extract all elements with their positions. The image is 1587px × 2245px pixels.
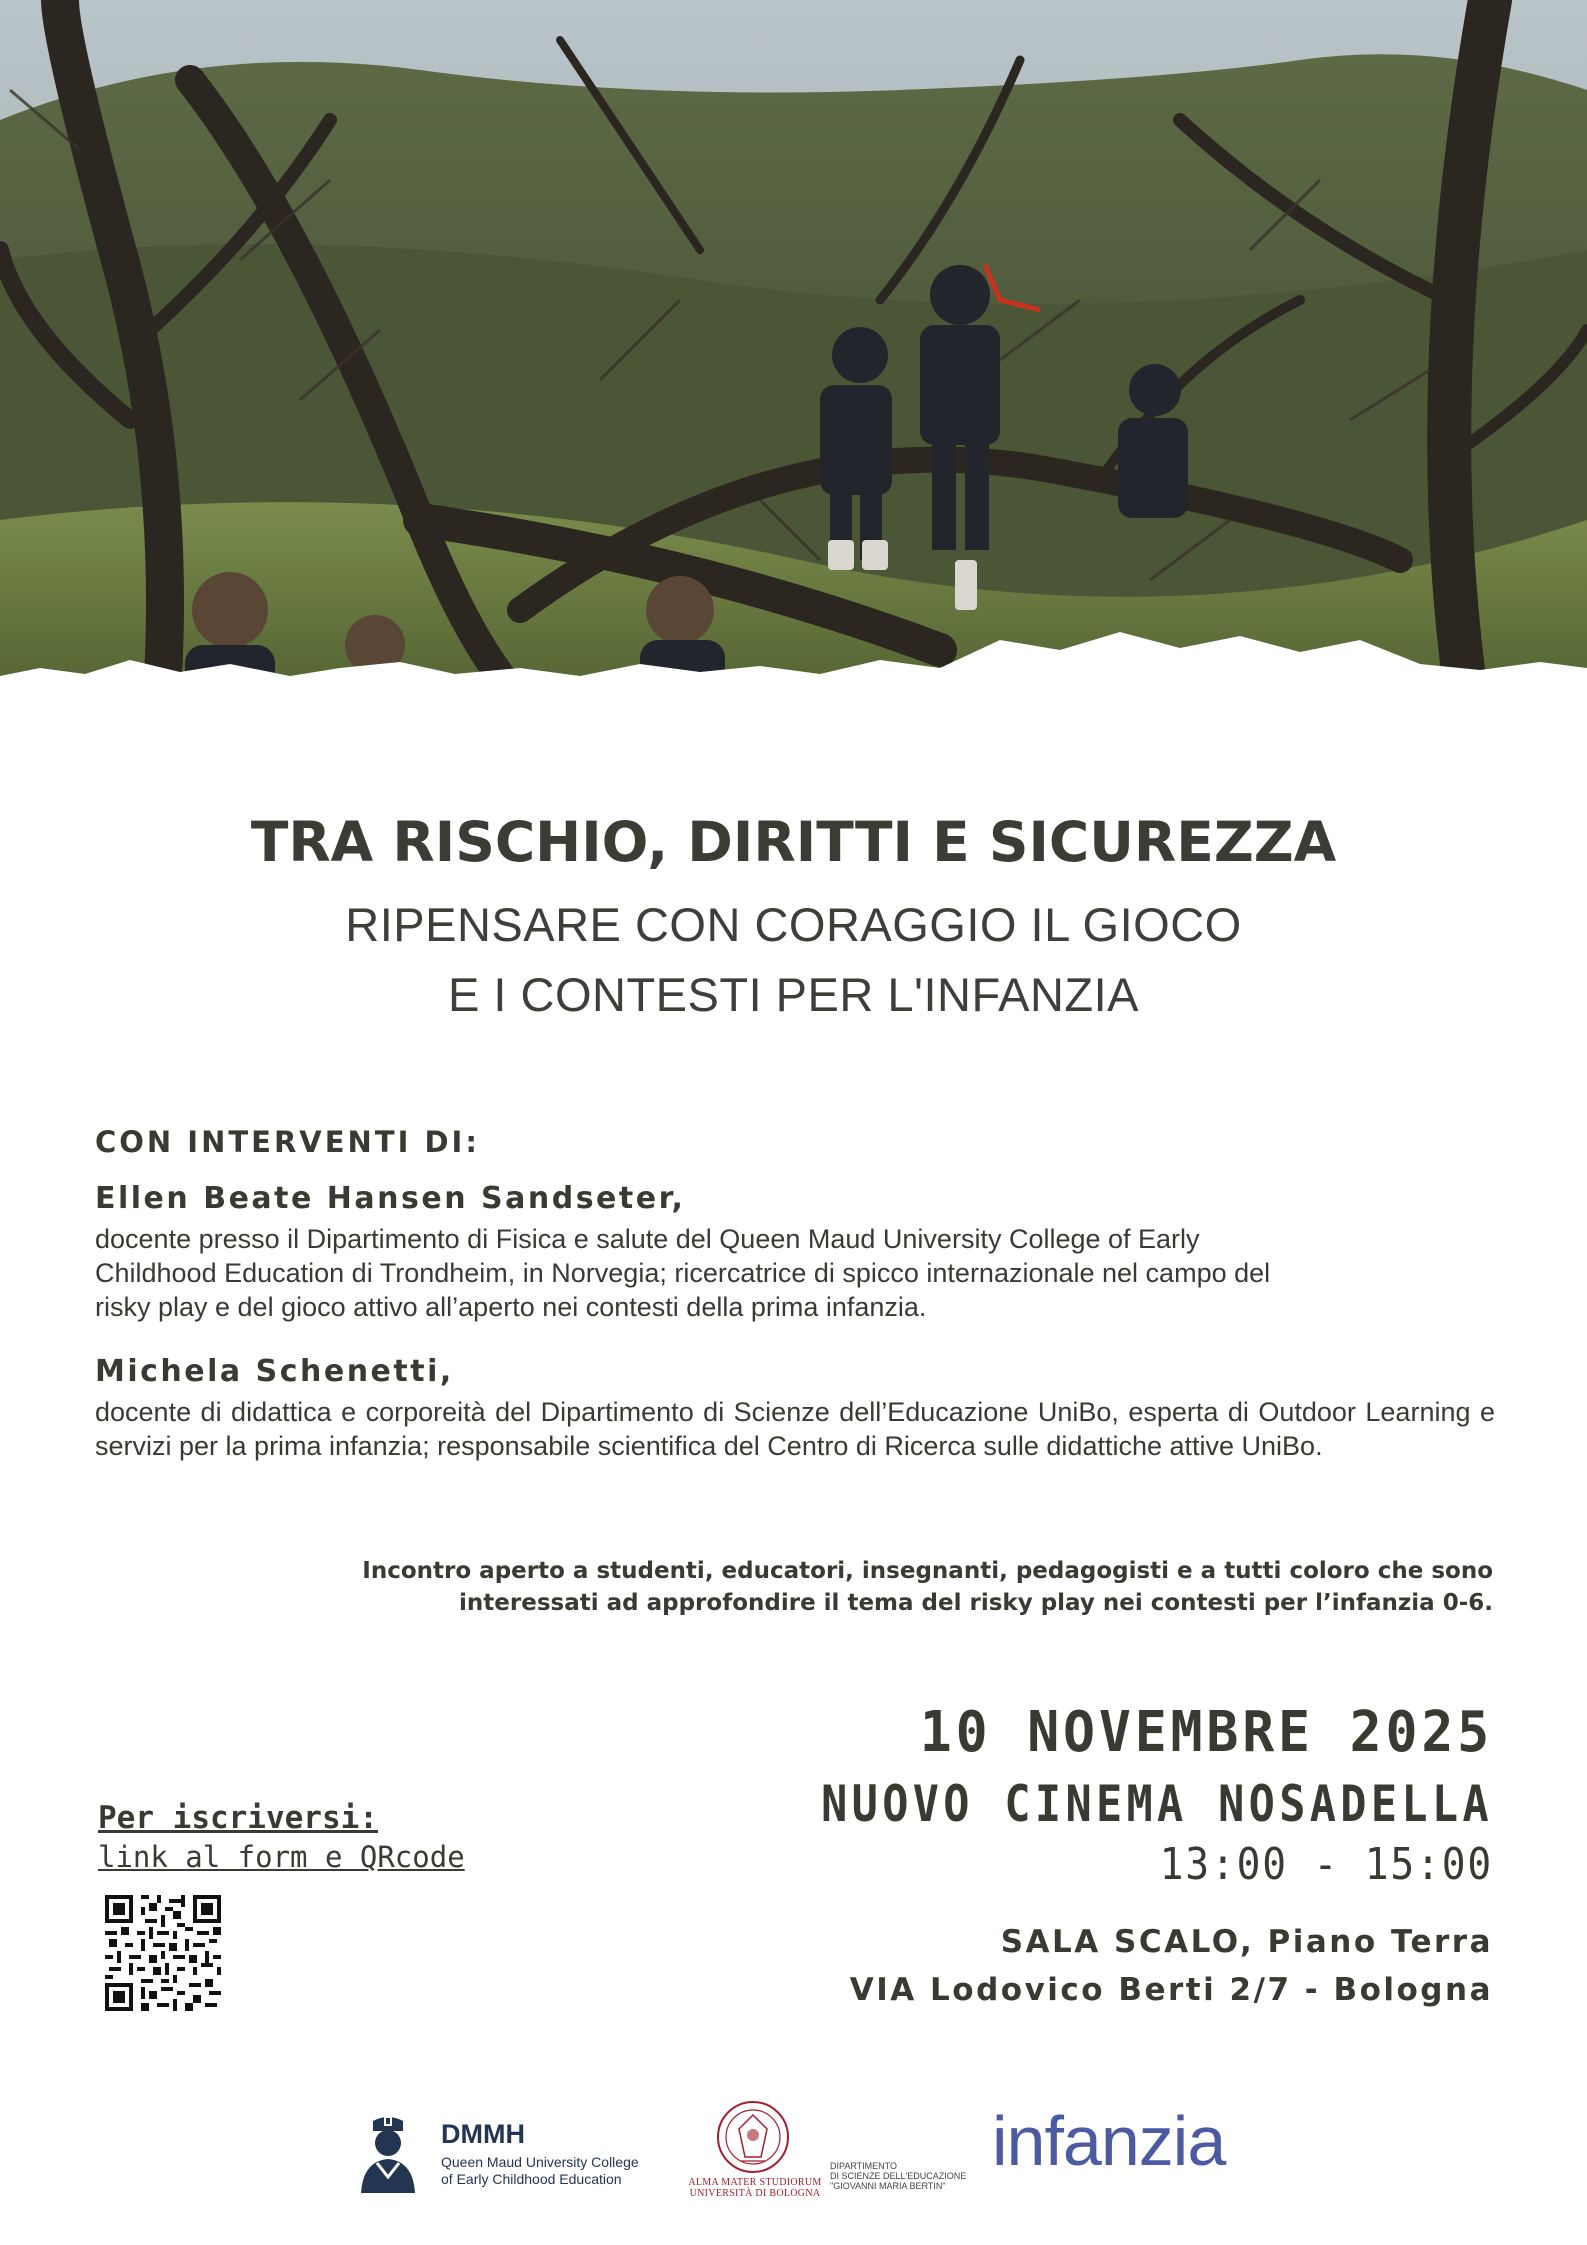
- unibo-name-line-2: UNIVERSITÀ DI BOLOGNA: [689, 2188, 821, 2199]
- qr-code-graphic: [105, 1895, 221, 2011]
- subtitle-line-2: E I CONTESTI PER L'INFANZIA: [447, 968, 1140, 1021]
- speaker-2-name: Michela Schenetti,: [95, 1354, 454, 1389]
- event-date: 10 NOVEMBRE 2025: [919, 1700, 1493, 1765]
- hero-illustration: [0, 0, 1587, 720]
- unibo-logo: [685, 2099, 965, 2199]
- registration-link[interactable]: link al form e QRcode: [98, 1840, 465, 1874]
- dmmh-subtitle: [441, 2154, 639, 2188]
- title-block: [0, 810, 1587, 1030]
- registration-label: Per iscriversi:: [98, 1800, 378, 1836]
- registration: [98, 1800, 518, 1874]
- unibo-department-line-1: DIPARTIMENTO: [830, 2161, 898, 2171]
- qr-code[interactable]: [105, 1895, 221, 2011]
- dmmh-emblem-icon: [355, 2113, 421, 2193]
- speakers-label: CON INTERVENTI DI:: [95, 1125, 480, 1159]
- dmmh-text: [441, 2119, 639, 2188]
- speaker-2: [95, 1354, 1495, 1463]
- dmmh-subtitle-line-2: of Early Childhood Education: [441, 2171, 622, 2187]
- audience-line-2: interessati ad approfondire il tema del risky play nei contesti per l’infanzia 0-6.: [459, 1590, 1493, 1616]
- partner-logos: [0, 2095, 1587, 2205]
- page-title: TRA RISCHIO, DIRITTI E SICUREZZA: [250, 810, 1337, 874]
- speaker-1-bio-line-1: docente presso il Dipartimento di Fisica e salute del Queen Maud University College of Early: [95, 1224, 1200, 1254]
- event-address: VIA Lodovico Berti 2/7 - Bologna: [849, 1972, 1493, 2008]
- subtitle-line-1: RIPENSARE CON CORAGGIO IL GIOCO: [345, 898, 1242, 951]
- unibo-department: [830, 2161, 970, 2191]
- speaker-1-bio: [95, 1222, 1495, 1324]
- audience-note: [193, 1555, 1493, 1619]
- page-subtitle: [0, 890, 1587, 1030]
- speaker-1: [95, 1181, 1495, 1324]
- unibo-department-line-2: DI SCIENZE DELL'EDUCAZIONE: [830, 2171, 967, 2181]
- unibo-seal-icon: [715, 2099, 791, 2175]
- speaker-1-bio-line-2: Childhood Education di Trondheim, in Norvegia; ricercatrice di spicco internazionale nel campo del: [95, 1258, 1271, 1288]
- event-info: [593, 1700, 1493, 2008]
- unibo-name: [685, 2177, 825, 2199]
- speaker-2-bio: docente di didattica e corporeità del Dipartimento di Scienze dell’Educazione UniBo, esperta di Outdoor Learning e servizi per la prima infanzia; responsabile scientifica del Centro di Ricerca sulle didattiche attive UniBo.: [95, 1397, 1495, 1461]
- header-photo: [0, 0, 1587, 720]
- event-venue: NUOVO CINEMA NOSADELLA: [821, 1775, 1493, 1833]
- dmmh-logo: [355, 2113, 675, 2193]
- infanzia-logo: infanzia: [992, 2102, 1226, 2180]
- dmmh-subtitle-line-1: Queen Maud University College: [441, 2154, 639, 2170]
- speaker-1-name: Ellen Beate Hansen Sandseter,: [95, 1181, 686, 1216]
- speaker-1-bio-line-3: risky play e del gioco attivo all’aperto nei contesti della prima infanzia.: [95, 1292, 927, 1322]
- speakers-section: [95, 1125, 1495, 1493]
- event-room: SALA SCALO, Piano Terra: [1000, 1924, 1493, 1960]
- unibo-department-line-3: "GIOVANNI MARIA BERTIN": [830, 2181, 946, 2191]
- unibo-name-line-1: ALMA MATER STUDIORUM: [688, 2177, 822, 2188]
- dmmh-title: DMMH: [441, 2119, 525, 2149]
- audience-line-1: Incontro aperto a studenti, educatori, insegnanti, pedagogisti e a tutti coloro che sono: [362, 1558, 1493, 1584]
- event-time: 13:00 - 15:00: [1159, 1839, 1493, 1890]
